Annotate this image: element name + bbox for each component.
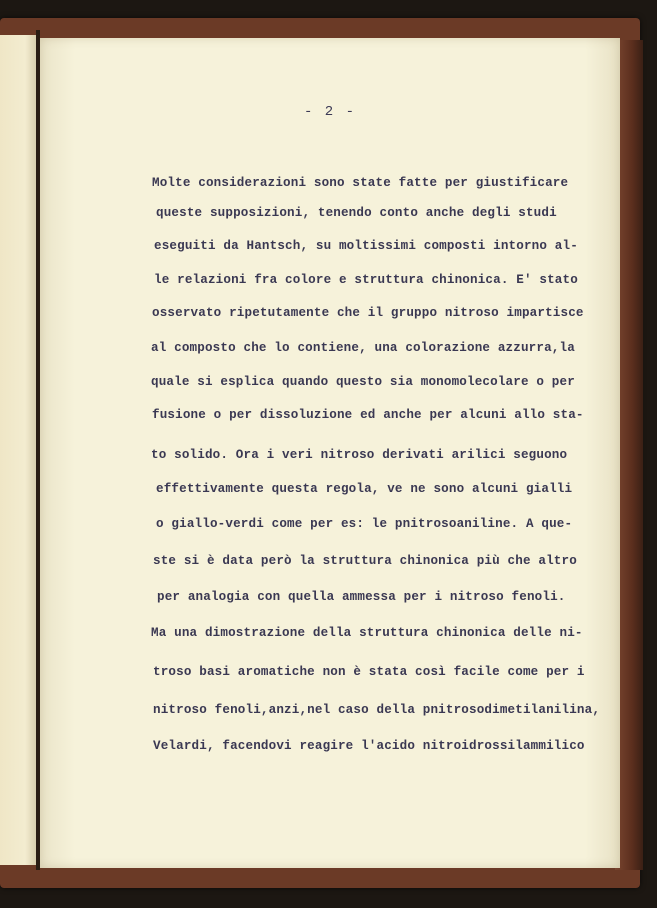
text-line: eseguiti da Hantsch, su moltissimi composti intorno al- xyxy=(154,239,578,253)
text-line: fusione o per dissoluzione ed anche per alcuni allo sta- xyxy=(152,408,584,422)
text-line: per analogia con quella ammessa per i nitroso fenoli. xyxy=(157,590,566,604)
text-line: effettivamente questa regola, ve ne sono alcuni gialli xyxy=(156,482,573,496)
page-number: - 2 - xyxy=(303,104,356,120)
text-line: Ma una dimostrazione della struttura chinonica delle ni- xyxy=(151,626,583,640)
left-page-sliver xyxy=(0,35,37,865)
text-line: troso basi aromatiche non è stata così facile come per i xyxy=(153,665,585,679)
text-line: nitroso fenoli,anzi,nel caso della pnitrosodimetilanilina, xyxy=(153,703,601,717)
text-line: Molte considerazioni sono state fatte per giustificare xyxy=(152,176,569,190)
text-line: osservato ripetutamente che il gruppo nitroso impartisce xyxy=(152,306,584,320)
text-line: to solido. Ora i veri nitroso derivati arilici seguono xyxy=(151,448,568,462)
text-line: al composto che lo contiene, una colorazione azzurra,la xyxy=(151,341,575,355)
typewritten-page xyxy=(40,38,620,868)
text-line: queste supposizioni, tenendo conto anche degli studi xyxy=(156,206,557,220)
text-line: quale si esplica quando questo sia monomolecolare o per xyxy=(151,375,575,389)
text-line: le relazioni fra colore e struttura chinonica. E' stato xyxy=(154,273,578,287)
text-line: ste si è data però la struttura chinonica più che altro xyxy=(153,554,577,568)
text-line: o giallo-verdi come per es: le pnitrosoaniline. A que- xyxy=(156,517,573,531)
text-line: Velardi, facendovi reagire l'acido nitroidrossilammilico xyxy=(153,739,585,753)
